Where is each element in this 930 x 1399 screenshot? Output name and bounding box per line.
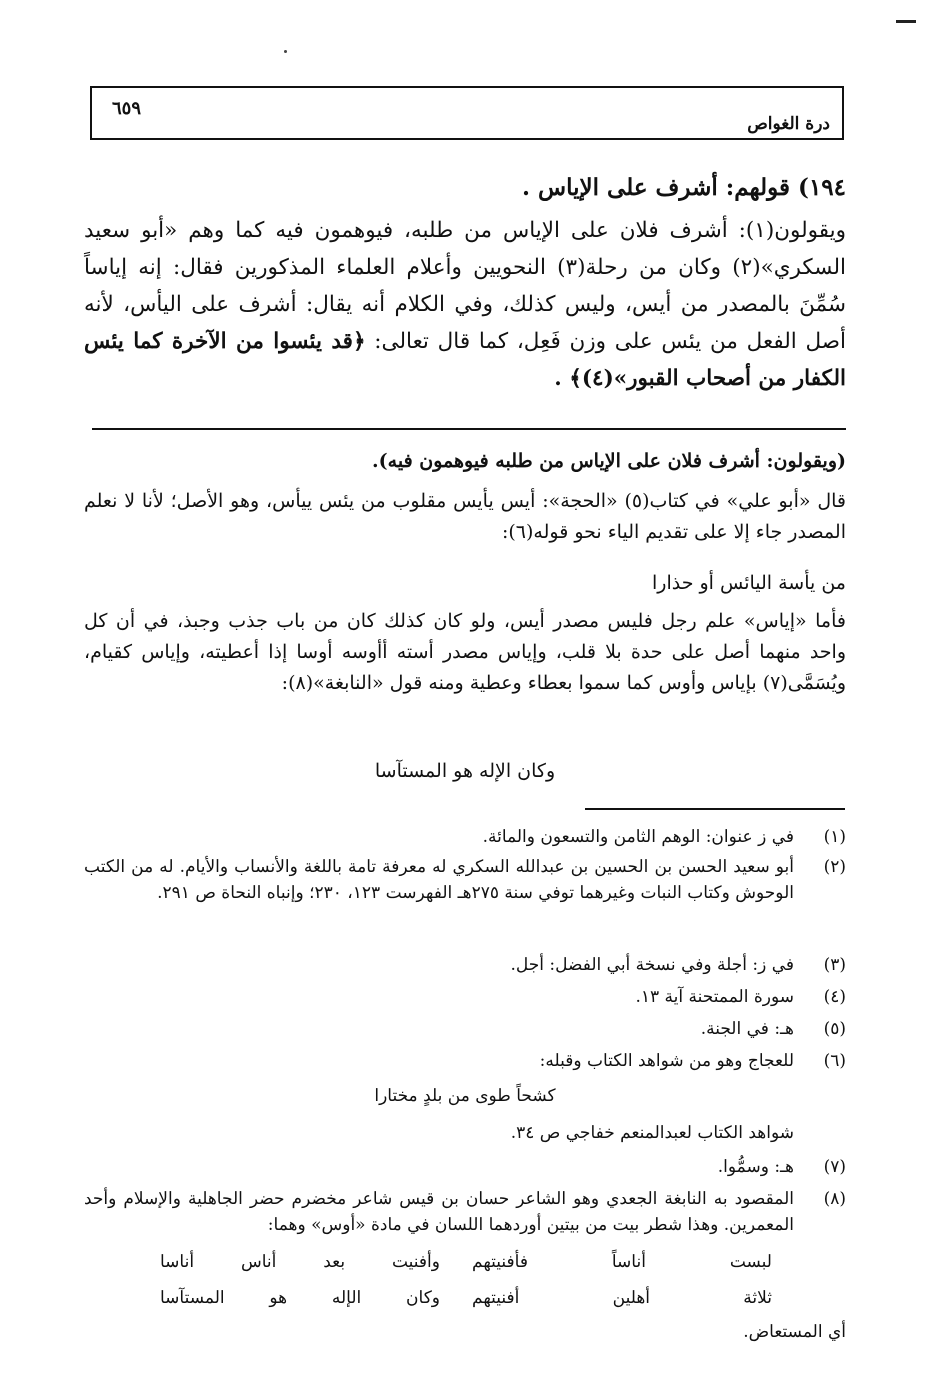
footnote-number: (٦) [823, 1051, 846, 1071]
footnote-number: (٣) [823, 955, 846, 975]
footnote [84, 854, 846, 906]
corner-mark [896, 20, 916, 23]
footnote-text: في ز عنوان: الوهم الثامن والتسعون والمائة. [482, 827, 794, 847]
footnote [84, 984, 846, 1010]
footnote [84, 952, 846, 978]
footnote-number: (٥) [823, 1019, 846, 1039]
footnote-number: (٧) [823, 1157, 846, 1177]
main-paragraph [84, 212, 846, 397]
footnote-number: (١) [823, 827, 846, 847]
footnote-number: (٨) [823, 1189, 846, 1209]
stray-dot [284, 50, 287, 53]
footnote [84, 1048, 846, 1074]
verse-hemistich-1: لبست أناساً فأفنيتهم [472, 1252, 772, 1272]
footnote [84, 1016, 846, 1042]
page-number: ٦٥٩ [112, 98, 142, 119]
commentary-heading: (ويقولون: أشرف فلان على الإياس من طلبه فيوهمون فيه). [372, 450, 846, 472]
quran-quote: ﴿قد يئسوا من الآخرة كما يئس الكفار من أصحاب القبور»(٤)﴾ . [84, 329, 846, 391]
footnote-text: هـ: وسمُّوا. [717, 1157, 794, 1177]
verse-hemistich-2: وكان الإله هو المستآسا [160, 1288, 440, 1308]
footnote-rule [585, 808, 845, 810]
footnote-text: للعجاج وهو من شواهد الكتاب وقبله: [539, 1051, 794, 1071]
footnote [84, 824, 846, 850]
footnote-source-text: شواهد الكتاب لعبدالمنعم خفاجي ص ٣٤. [510, 1123, 794, 1143]
footnote-text: أبو سعيد الحسن بن الحسين بن عبدالله السكري له معرفة تامة باللغة والأنساب والأيام. له من الكتب الوحوش وكتاب النبات وغيرهما توفي سنة ٢٧٥هـ الفهرست ١٢٣، ٢٣٠؛ وإنباه النحاة ص ٢٩١. [84, 857, 794, 903]
commentary-paragraph-1: قال «أبو علي» في كتاب(٥) «الحجة»: أيس يأيس مقلوب من يئس ييأس، وهو الأصل؛ لأنا لا نعلم المصدر جاء إلا على تقديم الياء نحو قوله(٦): [84, 490, 847, 543]
footnote-text: في ز: أجلة وفي نسخة أبي الفضل: أجل. [510, 955, 794, 975]
footnote-verse: كشحاً طوى من بلدٍ مختارا [374, 1086, 556, 1106]
footnote-number: (٢) [823, 857, 846, 877]
footnote-number: (٤) [823, 987, 846, 1007]
verse-hemistich-2: وأفنيت بعد أناس أناسا [160, 1252, 440, 1272]
commentary-verse-1: من يأسة اليائس أو حذارا [652, 572, 846, 594]
running-title: درة الغواص [747, 114, 830, 134]
section-divider [92, 428, 846, 430]
footnote [84, 1154, 846, 1180]
footnote [84, 1186, 846, 1238]
footnote-text: سورة الممتحنة آية ١٣. [635, 987, 794, 1007]
footnote-source [84, 1120, 846, 1146]
footnote-text: المقصود به النابغة الجعدي وهو الشاعر حسان بن قيس شاعر مخضرم حضر الجاهلية والإسلام وأحد المعمرين. وهذا شطر بيت من بيتين أوردهما اللسان في مادة «أوس» وهما: [84, 1189, 794, 1235]
commentary-paragraph-2: فأما «إياس» علم رجل فليس مصدر أيس، ولو كان كذلك كان من باب جذب وجبذ، في أن كل واحد منهما أصل على حدة بلا قلب، وإياس مصدر أسته أأوسه أوسا إذا أعطيته، وإياس كقيام، ويُسَمَّى(٧) بإياس وأوس كما سموا بعطاء وعطية ومنه قول «النابغة»(٨): [84, 610, 846, 694]
section-title: ١٩٤) قولهم: أشرف على الإياس . [522, 174, 846, 201]
verse-hemistich-1: ثلاثة أهلين أفنيتهم [472, 1288, 772, 1308]
footnote-closing: أي المستعاض. [743, 1322, 846, 1342]
commentary-verse-2: وكان الإله هو المستآسا [374, 760, 556, 782]
main-text: ويقولون(١): أشرف فلان على الإياس من طلبه، فيوهمون فيه كما وهم «أبو سعيد السكري»(٢) وكان من رحلة(٣) النحويين وأعلام العلماء المذكورين فقال: إنه إياساً سُمِّنَ بالمصدر من أيس، وليس كذلك، وفي الكلام أنه يقال: أشرف على اليأس، لأنه أصل الفعل من يئس على وزن فَعِل، كما قال تعالى: [84, 218, 846, 354]
running-header [90, 86, 844, 140]
footnote-text: هـ: في الجنة. [700, 1019, 794, 1039]
